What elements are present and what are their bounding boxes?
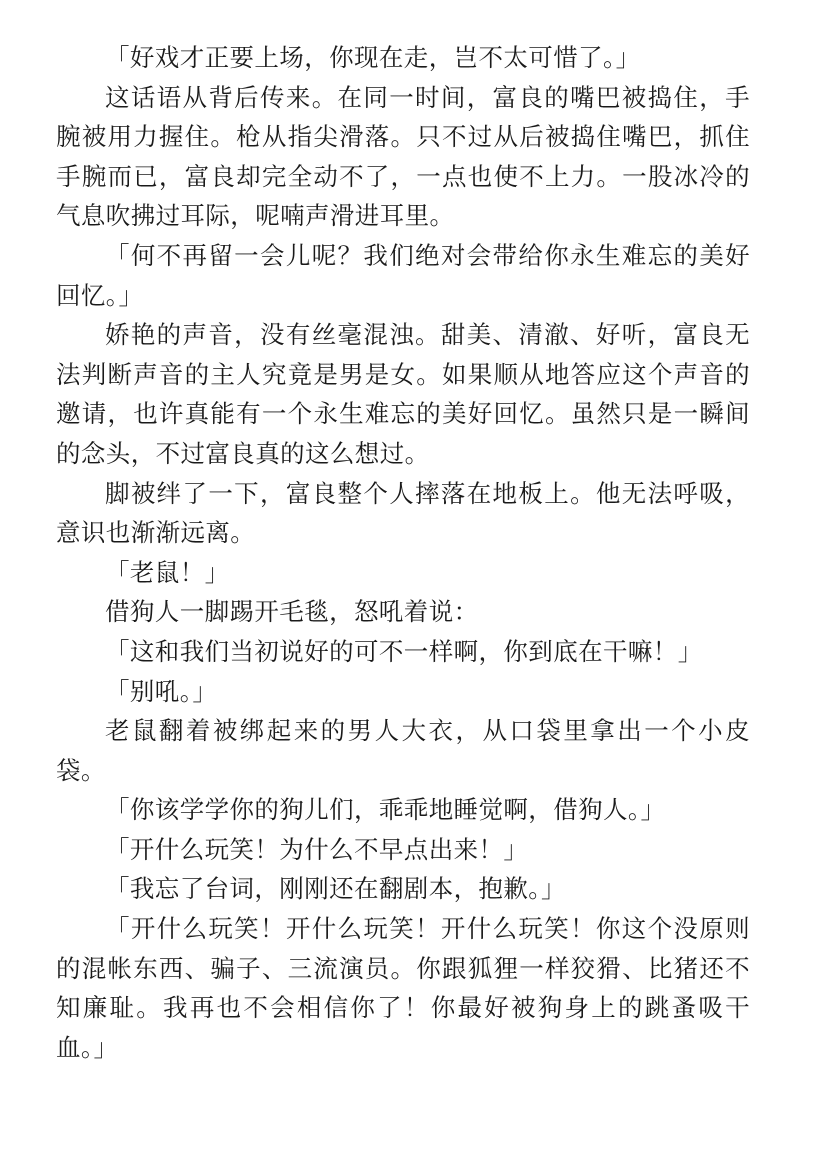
paragraph: 「老鼠！」: [105, 557, 230, 587]
paragraph: 这话语从背后传来。在同一时间，富良的嘴巴被捣住，手腕被用力握住。枪从指尖滑落。只不过从后被捣住嘴巴，抓住手腕而已，富良却完全动不了，一点也使不上力。一股冰冷的气息吹拂过耳际，呢喃声滑进耳里。: [56, 82, 750, 231]
paragraph: 老鼠翻着被绑起来的男人大衣，从口袋里拿出一个小皮袋。: [56, 716, 750, 785]
paragraph: 「别吼。」: [105, 676, 218, 706]
paragraph: 「开什么玩笑！为什么不早点出来！」: [105, 834, 529, 864]
paragraph: 「你该学学你的狗儿们，乖乖地睡觉啊，借狗人。」: [105, 795, 666, 825]
page-body: [56, 38, 750, 1067]
paragraph: 「这和我们当初说好的可不一样啊，你到底在干嘛！」: [105, 636, 703, 666]
paragraph: 借狗人一脚踢开毛毯，怒吼着说：: [105, 597, 479, 627]
paragraph: 「何不再留一会儿呢？我们绝对会带给你永生难忘的美好回忆。」: [56, 240, 750, 310]
paragraph: 「我忘了台词，刚刚还在翻剧本，抱歉。」: [105, 874, 566, 904]
paragraph: 「开什么玩笑！开什么玩笑！开什么玩笑！你这个没原则的混帐东西、骗子、三流演员。你跟狐狸一样狡猾、比猪还不知廉耻。我再也不会相信你了！你最好被狗身上的跳蚤吸干血。」: [56, 914, 750, 1062]
paragraph: 「好戏才正要上场，你现在走，岂不太可惜了。」: [105, 43, 641, 72]
paragraph: 娇艳的声音，没有丝毫混浊。甜美、清澈、好听，富良无法判断声音的主人究竟是男是女。如果顺从地答应这个声音的邀请，也许真能有一个永生难忘的美好回忆。虽然只是一瞬间的念头，不过富良真的这么想过。: [56, 320, 750, 468]
paragraph: 脚被绊了一下，富良整个人摔落在地板上。他无法呼吸，意识也渐渐远离。: [56, 478, 750, 548]
